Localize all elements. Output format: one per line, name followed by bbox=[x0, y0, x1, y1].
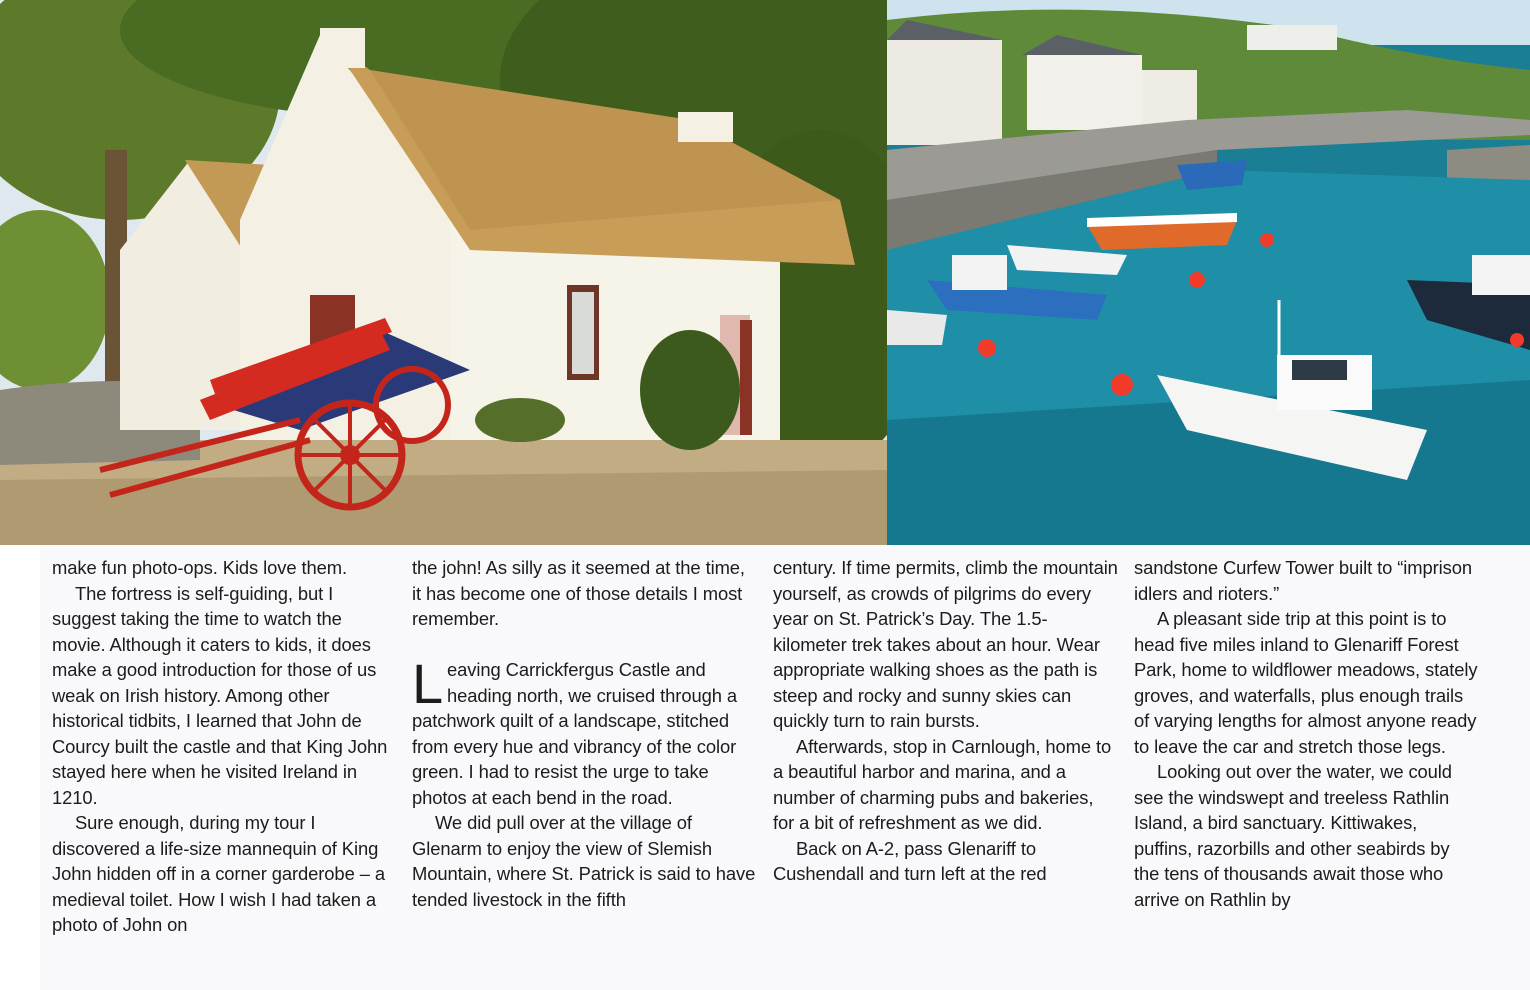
harbour-illustration bbox=[887, 0, 1530, 545]
paragraph: A pleasant side trip at this point is to head five miles inland to Glenariff Forest Park, home to wildflower meadows, stately groves, and waterfalls, plus enough trails of varying lengths for almost anyone ready to leave the car and stretch those legs. bbox=[1134, 608, 1478, 757]
paragraph: the john! As silly as it seemed at the time, it has become one of those details I most remember. bbox=[412, 557, 745, 629]
paragraph: century. If time permits, climb the mountain yourself, as crowds of pilgrims do every year on St. Patrick’s Day. The 1.5-kilometer trek takes about an hour. Wear appropriate walking shoes as the path is steep and rocky and sunny skies can quickly turn to rain bursts. bbox=[773, 557, 1118, 731]
paragraph: We did pull over at the village of Glenarm to enjoy the view of Slemish Mountain, where St. Patrick is said to have tended livestock in the fifth bbox=[412, 812, 756, 910]
paragraph: Afterwards, stop in Carnlough, home to a beautiful harbor and marina, and a number of charming pubs and bakeries, for a bit of refreshment as we did. bbox=[773, 735, 1112, 833]
paragraph: Back on A-2, pass Glenariff to Cushendall and turn left at the red bbox=[773, 837, 1047, 884]
drop-cap: L bbox=[412, 652, 444, 715]
article-column-4 bbox=[1134, 555, 1479, 912]
cottage-illustration bbox=[0, 0, 887, 545]
article-column-2 bbox=[412, 555, 757, 912]
paragraph-text: eaving Carrickfergus Castle and heading north, we cruised through a patchwork quilt of a landscape, stitched from every hue and vibrancy of the color green. I had to resist the urge to take photos at each bend in the road. bbox=[412, 659, 737, 808]
cottage-photo bbox=[0, 0, 887, 545]
harbour-photo bbox=[887, 0, 1530, 545]
paragraph: The fortress is self-guiding, but I suggest taking the time to watch the movie. Although it caters to kids, it does make a good introduction for those of us weak on Irish history. Among other historical tidbits, I learned that John de Courcy built the castle and that King John stayed here when he visited Ireland in 1210. bbox=[52, 582, 388, 808]
article-column-1 bbox=[52, 555, 397, 938]
paragraph: Sure enough, during my tour I discovered a life-size mannequin of King John hidden off in a corner garderobe – a medieval toilet. How I wish I had taken a photo of John on bbox=[52, 812, 385, 935]
paragraph: Looking out over the water, we could see the windswept and treeless Rathlin Island, a bird sanctuary. Kittiwakes, puffins, razorbills and other seabirds by the tens of thousands await those who arrive on Rathlin by bbox=[1134, 761, 1452, 910]
paragraph: make fun photo-ops. Kids love them. bbox=[52, 557, 347, 578]
paragraph: sandstone Curfew Tower built to “imprison idlers and rioters.” bbox=[1134, 557, 1472, 604]
section-opening-paragraph bbox=[412, 652, 757, 810]
article-column-3 bbox=[773, 555, 1118, 887]
